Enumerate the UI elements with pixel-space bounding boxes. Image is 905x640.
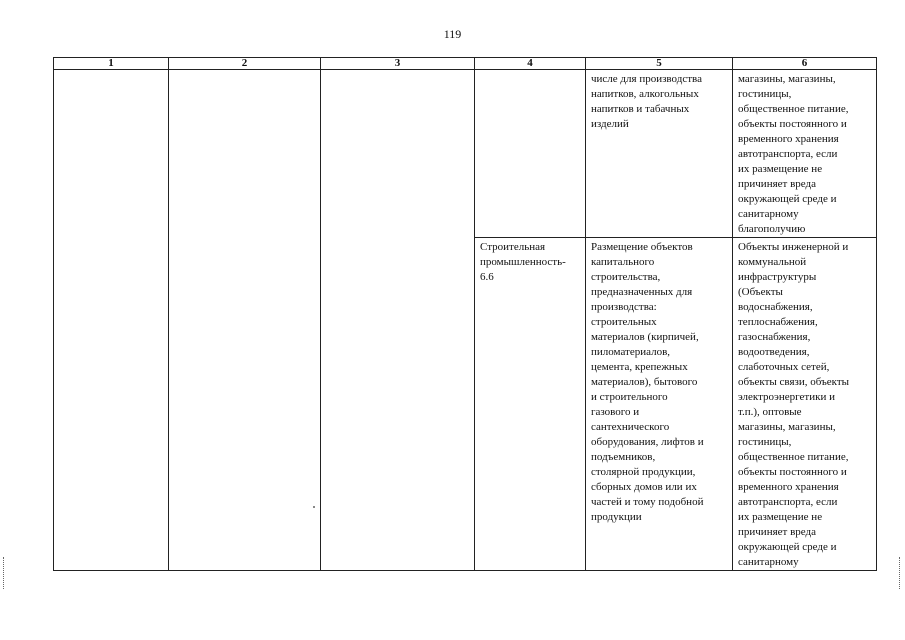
cell-col3-empty: [321, 70, 475, 571]
cell-activity-description: [586, 238, 733, 571]
table-header-row: [54, 58, 877, 70]
page-number: 119: [443, 27, 462, 41]
continued-allowed-objects-text: магазины, магазины, гостиницы, общественное питание, объекты постоянного и временного хранения автотранспорта, если их размещение не причиняет вреда окружающей среде и санитарному благополучию: [738, 73, 849, 235]
column-header-3: 3: [321, 58, 475, 70]
continued-activity-text: числе для производства напитков, алкогольных напитков и табачных изделий: [591, 73, 702, 130]
activity-description-text: Размещение объектов капитального строительства, предназначенных для производства: строительных материалов (кирпичей, пиломатериалов, цемента, крепежных материалов), бытового и строительного газового и сантехнического оборудования, лифтов и подъемников, столярной продукции, сборных домов или их частей и тому подобной продукции: [591, 241, 704, 523]
column-header-4: 4: [475, 58, 586, 70]
cell-col4-empty: [475, 70, 586, 238]
column-header-6: 6: [733, 58, 877, 70]
land-use-type-text: Строительная промышленность- 6.6: [480, 241, 566, 283]
scan-speck: [313, 506, 315, 508]
column-header-2: 2: [169, 58, 321, 70]
land-use-table: [53, 57, 877, 571]
cell-allowed-objects: [733, 238, 877, 571]
cell-land-use-type: [475, 238, 586, 571]
table-row-continued: [54, 70, 877, 238]
column-header-1: 1: [54, 58, 169, 70]
left-edge-mark: [3, 557, 6, 589]
cell-continued-activity: [586, 70, 733, 238]
column-header-5: 5: [586, 58, 733, 70]
cell-col2-empty: [169, 70, 321, 571]
cell-continued-allowed-objects: [733, 70, 877, 238]
cell-col1-empty: [54, 70, 169, 571]
allowed-objects-text: Объекты инженерной и коммунальной инфраструктуры (Объекты водоснабжения, теплоснабжения, газоснабжения, водоотведения, слаботочных сетей, объекты связи, объекты электроэнергетики и т.п.), оптовые магазины, магазины, гостиницы, общественное питание, объекты постоянного и временного хранения автотранспорта, если их размещение не причиняет вреда окружающей среде и санитарному: [738, 241, 850, 568]
right-edge-mark: [899, 557, 902, 589]
